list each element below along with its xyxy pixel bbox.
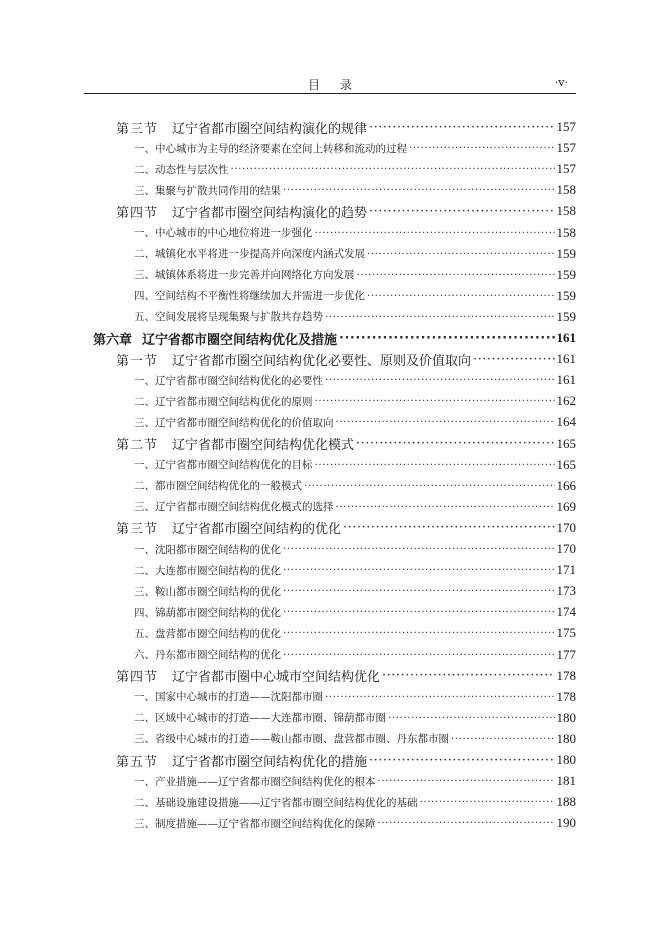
toc-item-entry[interactable] [134, 159, 576, 179]
dot-leader [473, 352, 554, 367]
toc-entry-title [134, 267, 355, 282]
toc-entry-title [134, 647, 281, 662]
toc-entry-title-text: 三、城镇体系将进一步完善并向网络化方向发展 [134, 269, 355, 282]
toc-entry-title-text: 一、辽宁省都市圈空间结构优化的目标 [134, 459, 313, 472]
toc-entry-title [134, 542, 281, 557]
toc-item-entry[interactable] [134, 265, 576, 285]
dot-leader [356, 436, 554, 451]
dot-leader [283, 543, 555, 555]
toc-page-number: 157 [556, 161, 576, 177]
toc-item-entry[interactable] [134, 476, 576, 496]
toc-entry-title-text: 一、辽宁省都市圈空间结构优化的必要性 [134, 374, 323, 387]
toc-entry-title-text: 一、产业措施——辽宁省都市圈空间结构优化的根本 [134, 775, 376, 788]
toc-entry-title [134, 710, 386, 725]
toc-page-number: 180 [556, 730, 576, 746]
toc-entry-title [93, 329, 337, 348]
toc-item-entry[interactable] [134, 560, 576, 580]
toc-page-number: 159 [556, 308, 576, 324]
toc-page-number: 157 [556, 140, 576, 156]
toc-entry-title-text: 五、盘营都市圈空间结构的优化 [134, 627, 281, 640]
header-rule [84, 93, 576, 94]
toc-item-entry[interactable] [134, 497, 576, 517]
toc-section-entry[interactable] [116, 201, 576, 221]
toc-item-entry[interactable] [134, 307, 576, 327]
toc-entry-title-text: 一、中心城市的中心地位将进一步强化 [134, 227, 313, 239]
toc-page-number: 157 [556, 119, 576, 134]
toc-page-number: 161 [556, 330, 576, 345]
toc-entry-title [116, 518, 341, 537]
toc-page-number: 162 [556, 393, 576, 409]
toc-entry-title-text: 二、动态性与层次性 [134, 163, 229, 176]
toc-page-number: 158 [556, 203, 576, 219]
toc-page-number: 165 [556, 456, 576, 472]
toc-page-number: 159 [556, 266, 576, 282]
toc-section-entry[interactable] [116, 518, 576, 538]
toc-entry-title [116, 666, 380, 685]
dot-leader [325, 311, 555, 323]
toc-entry-title-text: 三、省级中心城市的打造——鞍山都市圈、盘营都市圈、丹东都市圈 [134, 733, 449, 746]
toc-page-number: 165 [556, 435, 576, 451]
toc-entry-title-text: 辽宁省都市圈空间结构演化的规律 [172, 121, 368, 137]
toc-entry-title [134, 731, 449, 746]
header-title: 目录 [307, 78, 372, 92]
toc-entry-label: 第六章 [93, 332, 133, 348]
toc-entry-title-text: 辽宁省都市圈空间结构优化及措施 [142, 332, 338, 348]
toc-page-number: 190 [556, 815, 576, 831]
toc-entry-title [134, 626, 281, 641]
dot-leader [339, 331, 554, 346]
toc-section-entry[interactable] [116, 117, 576, 137]
toc-section-entry[interactable] [116, 750, 576, 770]
dot-leader [315, 459, 555, 471]
toc-entry-title-text: 五、空间发展将呈现集聚与扩散共存趋势 [134, 311, 323, 324]
header-page-number: ·v· [554, 76, 568, 89]
toc-entry-label: 第五节 [116, 754, 159, 770]
toc-item-entry[interactable] [134, 391, 576, 411]
toc-item-entry[interactable] [134, 771, 576, 791]
toc-entry-title-text: 一、中心城市为主导的经济要素在空间上转移和流动的过程 [134, 142, 407, 155]
toc-entry-label: 第一节 [116, 353, 159, 369]
dot-leader [336, 501, 555, 513]
dot-leader [283, 184, 555, 196]
toc-entry-title-text: 二、基础设施建设措施——辽宁省都市圈空间结构优化的基础 [134, 796, 418, 809]
toc-entry-label: 第二节 [116, 438, 159, 453]
toc-item-entry[interactable] [134, 687, 576, 707]
toc-page-number: 174 [556, 604, 576, 620]
toc-entry-title [134, 689, 323, 704]
toc-entry-title [116, 434, 354, 453]
toc-entry-title [134, 373, 323, 388]
toc-page-number: 178 [556, 688, 576, 704]
toc-entry-title-text: 辽宁省都市圈空间结构优化必要性、原则及价值取向 [172, 353, 472, 369]
toc-entry-title-text: 辽宁省都市圈空间结构优化模式 [172, 438, 355, 453]
dot-leader [315, 395, 555, 407]
toc-item-entry[interactable] [134, 370, 576, 390]
toc-entry-title [134, 141, 407, 156]
dot-leader [336, 416, 555, 428]
dot-leader [325, 374, 555, 386]
dot-leader [378, 817, 555, 829]
toc-page-number: 171 [556, 562, 576, 578]
toc-page-number: 161 [556, 351, 576, 367]
toc-page-number: 158 [556, 182, 576, 198]
toc-entry-title [116, 350, 471, 369]
dot-leader [378, 775, 555, 787]
toc-page-number: 158 [556, 224, 576, 240]
dot-leader [283, 585, 555, 597]
dot-leader [369, 204, 554, 219]
toc-page-number: 181 [556, 773, 576, 789]
dot-leader [367, 248, 555, 260]
dot-leader [283, 606, 555, 618]
toc-item-entry[interactable] [134, 244, 576, 264]
dot-leader [325, 691, 555, 703]
toc-entry-title [134, 183, 281, 198]
toc-entry-title [134, 795, 418, 810]
toc-entry-title [134, 246, 365, 261]
dot-leader [283, 564, 555, 576]
toc-entry-label: 第四节 [116, 670, 159, 686]
dot-leader [357, 269, 555, 281]
toc-item-entry[interactable] [134, 223, 576, 243]
toc-entry-title [134, 288, 365, 303]
toc-page-number: 166 [556, 477, 576, 493]
dot-leader [382, 668, 554, 683]
toc-entry-title-text: 三、制度措施——辽宁省都市圈空间结构优化的保障 [134, 817, 376, 830]
toc-entry-title-text: 三、辽宁省都市圈空间结构优化的价值取向 [134, 416, 334, 429]
toc-item-entry[interactable] [134, 138, 576, 158]
toc-entry-title-text: 二、辽宁省都市圈空间结构优化的原则 [134, 395, 313, 408]
dot-leader [343, 520, 554, 535]
toc-entry-title-text: 辽宁省都市圈中心城市空间结构优化 [172, 670, 381, 686]
toc-item-entry[interactable] [134, 792, 576, 812]
toc-entry-title [134, 584, 281, 599]
toc-page-number: 188 [556, 794, 576, 810]
toc-page-number: 180 [556, 752, 576, 767]
toc-section-entry[interactable] [116, 434, 576, 454]
toc-entry-title-text: 二、城镇化水平将进一步提高并向深度内涵式发展 [134, 248, 365, 261]
dot-leader [283, 627, 555, 639]
toc-page-number: 161 [556, 372, 576, 388]
dot-leader [315, 227, 555, 239]
toc-entry-title [134, 309, 323, 324]
toc-chapter-entry[interactable] [93, 328, 576, 348]
toc-entry-title [134, 816, 376, 831]
toc-page-number: 159 [556, 245, 576, 261]
toc-entry-title-text: 二、都市圈空间结构优化的一般模式 [134, 480, 302, 493]
toc-entry-title-text: 二、大连都市圈空间结构的优化 [134, 564, 281, 577]
toc-entry-title-text: 一、国家中心城市的打造——沈阳都市圈 [134, 691, 323, 704]
dot-leader [388, 712, 555, 724]
toc-entry-title-text: 三、鞍山都市圈空间结构的优化 [134, 585, 281, 598]
toc-entry-title-text: 二、区域中心城市的打造——大连都市圈、锦葫都市圈 [134, 712, 386, 725]
dot-leader [369, 120, 554, 135]
toc-section-entry[interactable] [116, 666, 576, 686]
toc-entry-title [134, 605, 281, 620]
dot-leader [369, 753, 554, 768]
toc-item-entry[interactable] [134, 645, 576, 665]
toc-page-number: 175 [556, 625, 576, 641]
toc-entry-title-text: 四、空间结构不平衡性将继续加大并需进一步优化 [134, 290, 365, 303]
toc-entry-title [134, 415, 334, 430]
toc-section-entry[interactable] [116, 349, 576, 369]
toc-item-entry[interactable] [134, 286, 576, 306]
toc-item-entry[interactable] [134, 581, 576, 601]
dot-leader [409, 142, 555, 154]
dot-leader [367, 290, 555, 302]
toc-item-entry[interactable] [134, 412, 576, 432]
toc-entry-title [134, 457, 313, 472]
toc-entry-title-text: 六、丹东都市圈空间结构的优化 [134, 649, 281, 661]
dot-leader [420, 796, 555, 808]
toc-entry-title [134, 774, 376, 789]
toc-page-number: 180 [556, 709, 576, 725]
toc-page-number: 170 [556, 541, 576, 556]
dot-leader [451, 733, 555, 745]
toc-entry-title [134, 478, 302, 493]
toc-page-number: 177 [556, 646, 576, 662]
dot-leader [283, 649, 555, 661]
toc-item-entry[interactable] [134, 623, 576, 643]
dot-leader [231, 163, 555, 175]
toc-entry-title [116, 751, 367, 770]
toc-page-number: 178 [556, 667, 576, 683]
toc-page-number: 173 [556, 583, 576, 599]
toc-entry-title [134, 225, 313, 240]
toc-entry-title-text: 辽宁省都市圈空间结构的优化 [172, 522, 342, 538]
toc-entry-label: 第四节 [116, 205, 159, 221]
toc-entry-title [116, 202, 367, 221]
toc-entry-title [134, 499, 334, 514]
toc-entry-title [134, 563, 281, 578]
toc-page-number: 170 [556, 519, 576, 535]
toc-entry-title-text: 三、集聚与扩散共同作用的结果 [134, 184, 281, 197]
toc-entry-title-text: 一、沈阳都市圈空间结构的优化 [134, 543, 281, 556]
dot-leader [304, 480, 555, 492]
toc-entry-title-text: 三、辽宁省都市圈空间结构优化模式的选择 [134, 501, 334, 514]
toc-entry-title [134, 394, 313, 409]
toc-item-entry[interactable] [134, 180, 576, 200]
toc-page-number: 169 [556, 498, 576, 514]
toc-entry-label: 第三节 [116, 121, 159, 137]
toc-entry-title-text: 辽宁省都市圈空间结构优化的措施 [172, 754, 368, 770]
toc-entry-label: 第三节 [116, 522, 159, 538]
toc-item-entry[interactable] [134, 813, 576, 833]
toc-entry-title-text: 辽宁省都市圈空间结构演化的趋势 [172, 205, 368, 221]
toc-item-entry[interactable] [134, 455, 576, 475]
toc-item-entry[interactable] [134, 539, 576, 559]
toc-item-entry[interactable] [134, 708, 576, 728]
toc-page-number: 164 [556, 414, 576, 430]
toc-item-entry[interactable] [134, 602, 576, 622]
toc-entry-title [134, 162, 229, 177]
toc-item-entry[interactable] [134, 729, 576, 749]
toc-entry-title-text: 四、锦葫都市圈空间结构的优化 [134, 606, 281, 619]
toc-entry-title [116, 118, 367, 137]
toc-page-number: 159 [556, 287, 576, 303]
page-header [84, 76, 576, 93]
